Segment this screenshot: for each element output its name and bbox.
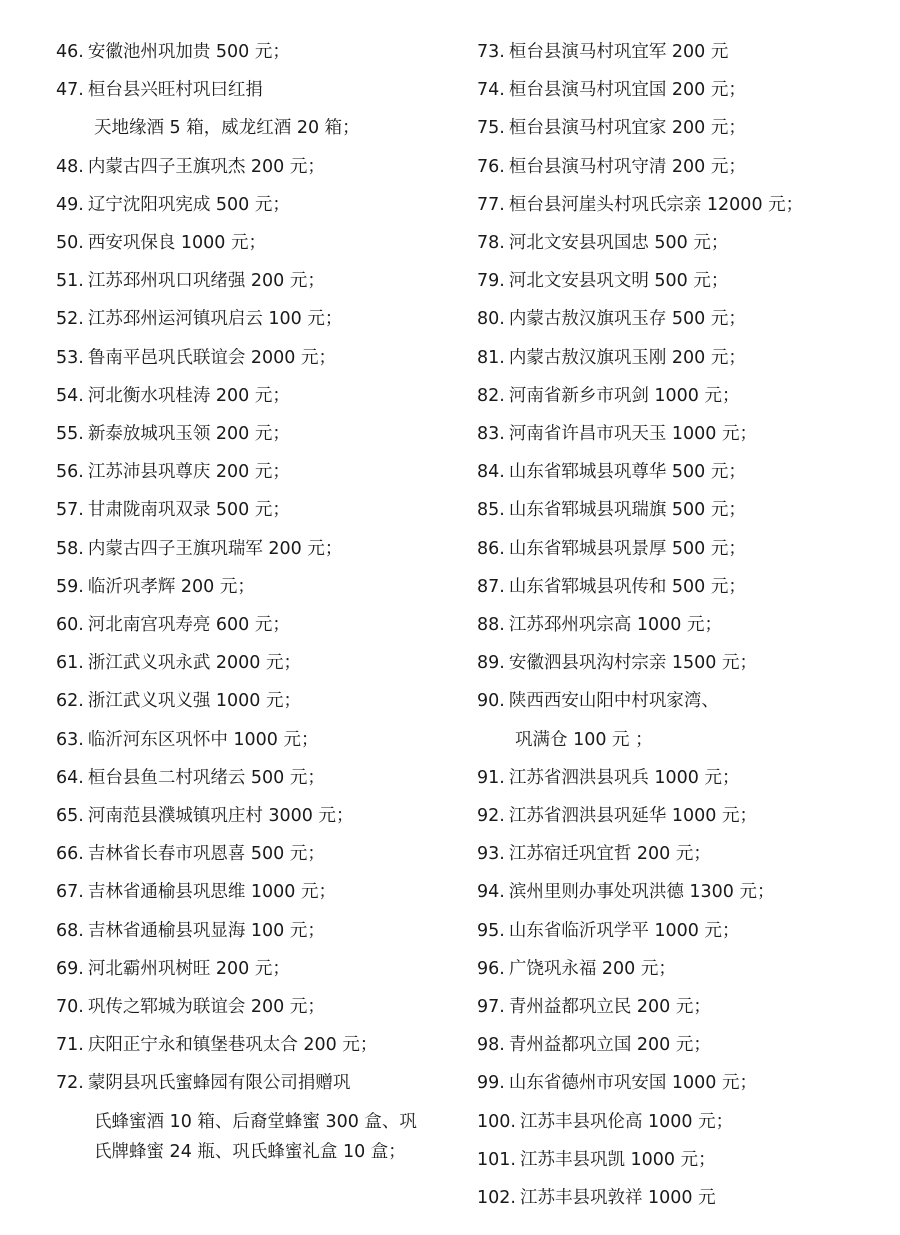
entry-text: 安徽池州巩加贵 500 元； <box>87 42 290 62</box>
entry-number: 81. <box>477 347 505 368</box>
donation-entry <box>56 759 436 797</box>
donation-entry <box>477 71 892 109</box>
donation-entry <box>477 530 892 568</box>
donation-entry <box>56 148 436 186</box>
donation-entry <box>477 797 892 835</box>
entry-text: 河南省许昌市巩天玉 1000 元； <box>508 424 758 445</box>
entry-number: 86. <box>477 538 505 559</box>
entry-text: 山东省郓城县巩尊华 500 元； <box>508 462 746 483</box>
entry-number: 101. <box>477 1149 516 1170</box>
donation-entry <box>477 109 892 147</box>
entry-number: 97. <box>477 997 505 1018</box>
entry-text: 河北衡水巩桂涛 200 元； <box>87 385 290 406</box>
entry-number: 74. <box>477 80 505 101</box>
donation-entry <box>56 568 436 606</box>
donation-entry <box>477 682 892 720</box>
donation-entry <box>477 262 892 300</box>
entry-text: 广饶巩永福 200 元； <box>508 958 676 979</box>
donation-entry <box>477 339 892 377</box>
donation-entry <box>56 682 436 720</box>
donation-entry <box>477 835 892 873</box>
entry-text: 吉林省长春市巩恩喜 500 元； <box>87 844 325 865</box>
entry-text: 桓台县演马村巩宜国 200 元； <box>508 80 746 101</box>
donation-entry <box>477 415 892 453</box>
entry-text: 江苏邳州运河镇巩启云 100 元； <box>87 309 343 330</box>
entry-text: 江苏邳州巩口巩绪强 200 元； <box>87 271 325 292</box>
donation-entry <box>56 262 436 300</box>
entry-text: 临沂河东区巩怀中 1000 元； <box>87 729 319 750</box>
donation-entry <box>477 988 892 1026</box>
entry-text: 内蒙古敖汉旗巩玉刚 200 元； <box>508 347 746 368</box>
entry-number: 58. <box>56 538 84 559</box>
donation-entry <box>477 186 892 224</box>
donation-entry <box>477 950 892 988</box>
entry-text: 桓台县兴旺村巩曰红捐 <box>87 80 263 101</box>
entry-number: 79. <box>477 271 505 292</box>
entry-number: 54. <box>56 385 84 406</box>
donation-entry <box>477 491 892 529</box>
donation-entry <box>477 606 892 644</box>
entry-number: 52. <box>56 309 84 330</box>
entry-text: 江苏沛县巩尊庆 200 元； <box>87 462 290 483</box>
entry-continuation: 氏蜂蜜酒 10 箱、后裔堂蜂蜜 300 盒、巩氏牌蜂蜜 24 瓶、巩氏蜂蜜礼盒 10 盒； <box>94 1111 417 1162</box>
entry-number: 61. <box>56 653 84 674</box>
entry-number: 65. <box>56 806 84 827</box>
entry-continuation: 巩满仓 100 元 ； <box>515 729 653 750</box>
entry-text: 桓台县演马村巩守清 200 元； <box>508 156 746 177</box>
entry-text: 蒙阴县巩氏蜜蜂园有限公司捐赠巩 <box>87 1073 351 1094</box>
donation-entry <box>56 453 436 491</box>
entry-text: 河南范县濮城镇巩庄村 3000 元； <box>87 806 354 827</box>
donation-entry <box>56 1026 436 1064</box>
entry-number: 76. <box>477 156 505 177</box>
entry-text: 辽宁沈阳巩宪成 500 元； <box>87 194 290 215</box>
entry-text: 吉林省通榆县巩显海 100 元； <box>87 920 325 941</box>
entry-number: 47. <box>56 80 84 101</box>
entry-number: 100. <box>477 1111 516 1132</box>
entry-text: 河北南宫巩寿亮 600 元； <box>87 615 290 636</box>
entry-text: 河南省新乡市巩剑 1000 元； <box>508 385 740 406</box>
entry-number: 78. <box>477 233 505 254</box>
donation-entry <box>477 644 892 682</box>
donation-entry <box>56 950 436 988</box>
entry-text: 河北霸州巩树旺 200 元； <box>87 958 290 979</box>
donation-entry <box>477 568 892 606</box>
entry-number: 73. <box>477 42 505 62</box>
entry-text: 滨州里则办事处巩洪德 1300 元； <box>508 882 775 903</box>
entry-continuation: 天地缘酒 5 箱，威龙红酒 20 箱； <box>94 118 360 139</box>
entry-number: 50. <box>56 233 84 254</box>
donation-entry <box>56 835 436 873</box>
entry-number: 63. <box>56 729 84 750</box>
donation-entry <box>56 606 436 644</box>
entry-number: 96. <box>477 958 505 979</box>
entry-text: 巩传之郓城为联谊会 200 元； <box>87 997 325 1018</box>
entry-text: 青州益都巩立国 200 元； <box>508 1035 711 1056</box>
entry-text: 山东省德州市巩安国 1000 元； <box>508 1073 758 1094</box>
entry-text: 内蒙古敖汉旗巩玉存 500 元； <box>508 309 746 330</box>
entry-text: 临沂巩孝辉 200 元； <box>87 576 255 597</box>
entry-text: 吉林省通榆县巩思维 1000 元； <box>87 882 337 903</box>
donation-entry <box>56 377 436 415</box>
donation-entry <box>477 912 892 950</box>
entry-number: 88. <box>477 615 505 636</box>
donation-entry <box>56 339 436 377</box>
entry-text: 江苏丰县巩凯 1000 元； <box>519 1149 716 1170</box>
entry-text: 内蒙古四子王旗巩瑞军 200 元； <box>87 538 343 559</box>
entry-text: 河北文安县巩国忠 500 元； <box>508 233 729 254</box>
entry-number: 57. <box>56 500 84 521</box>
entry-number: 66. <box>56 844 84 865</box>
entry-number: 68. <box>56 920 84 941</box>
donation-entry <box>56 988 436 1026</box>
entry-number: 55. <box>56 424 84 445</box>
entry-text: 山东省郓城县巩瑞旗 500 元； <box>508 500 746 521</box>
entry-number: 49. <box>56 194 84 215</box>
donation-entry <box>56 644 436 682</box>
entry-text: 桓台县鱼二村巩绪云 500 元； <box>87 767 325 788</box>
entry-number: 48. <box>56 156 84 177</box>
entry-number: 91. <box>477 767 505 788</box>
entry-number: 92. <box>477 806 505 827</box>
entry-number: 75. <box>477 118 505 139</box>
entry-text: 新泰放城巩玉领 200 元； <box>87 424 290 445</box>
entry-number: 59. <box>56 576 84 597</box>
entry-number: 99. <box>477 1073 505 1094</box>
entry-number: 70. <box>56 997 84 1018</box>
entry-number: 71. <box>56 1035 84 1056</box>
donation-entry <box>477 33 892 71</box>
donation-entry <box>477 300 892 338</box>
donation-entry <box>56 721 436 759</box>
donation-entry <box>56 530 436 568</box>
entry-number: 60. <box>56 615 84 636</box>
entry-number: 53. <box>56 347 84 368</box>
entry-text: 浙江武义巩义强 1000 元； <box>87 691 302 712</box>
entry-text: 江苏丰县巩敦祥 1000 元 <box>519 1188 716 1209</box>
donation-entry <box>56 415 436 453</box>
entry-number: 82. <box>477 385 505 406</box>
entry-number: 84. <box>477 462 505 483</box>
donation-entry <box>56 224 436 262</box>
entry-text: 西安巩保良 1000 元； <box>87 233 267 254</box>
entry-number: 89. <box>477 653 505 674</box>
entry-number: 83. <box>477 424 505 445</box>
entry-number: 72. <box>56 1073 84 1094</box>
donation-entry <box>56 491 436 529</box>
donation-entry <box>56 873 436 911</box>
entry-text: 江苏宿迁巩宜哲 200 元； <box>508 844 711 865</box>
donation-entry <box>477 1141 892 1179</box>
donation-entry <box>56 186 436 224</box>
donation-entry <box>477 224 892 262</box>
entry-number: 51. <box>56 271 84 292</box>
entry-number: 93. <box>477 844 505 865</box>
right-column <box>477 33 892 1217</box>
donation-entry <box>477 759 892 797</box>
entry-text: 桓台县河崖头村巩氏宗亲 12000 元； <box>508 194 804 215</box>
entry-number: 102. <box>477 1188 516 1209</box>
entry-text: 江苏丰县巩伦高 1000 元； <box>519 1111 734 1132</box>
entry-text: 安徽泗县巩沟村宗亲 1500 元； <box>508 653 758 674</box>
left-column <box>56 33 436 1167</box>
entry-number: 56. <box>56 462 84 483</box>
entry-number: 98. <box>477 1035 505 1056</box>
entry-number: 64. <box>56 767 84 788</box>
donation-entry <box>477 1103 892 1141</box>
entry-text: 山东省临沂巩学平 1000 元； <box>508 920 740 941</box>
entry-number: 90. <box>477 691 505 712</box>
donation-entry <box>56 797 436 835</box>
donation-entry <box>477 453 892 491</box>
donation-entry <box>56 1064 436 1102</box>
entry-text: 庆阳正宁永和镇堡巷巩太合 200 元； <box>87 1035 378 1056</box>
entry-text: 鲁南平邑巩氏联谊会 2000 元； <box>87 347 337 368</box>
entry-number: 67. <box>56 882 84 903</box>
donation-entry <box>477 1064 892 1102</box>
entry-number: 87. <box>477 576 505 597</box>
donation-entry <box>477 1179 892 1217</box>
entry-text: 江苏省泗洪县巩延华 1000 元； <box>508 806 758 827</box>
donation-entry <box>56 912 436 950</box>
donation-entry <box>56 33 436 71</box>
entry-number: 95. <box>477 920 505 941</box>
entry-text: 陕西西安山阳中村巩家湾、 <box>508 691 719 712</box>
entry-number: 62. <box>56 691 84 712</box>
entry-text: 青州益都巩立民 200 元； <box>508 997 711 1018</box>
entry-text: 桓台县演马村巩宜军 200 元 <box>508 42 729 62</box>
donation-entry <box>477 377 892 415</box>
entry-text: 浙江武义巩永武 2000 元； <box>87 653 302 674</box>
donation-entry <box>56 71 436 109</box>
entry-text: 山东省郓城县巩景厚 500 元； <box>508 538 746 559</box>
entry-text: 桓台县演马村巩宜家 200 元； <box>508 118 746 139</box>
entry-text: 河北文安县巩文明 500 元； <box>508 271 729 292</box>
entry-text: 山东省郓城县巩传和 500 元； <box>508 576 746 597</box>
entry-number: 77. <box>477 194 505 215</box>
entry-number: 46. <box>56 42 84 62</box>
entry-text: 甘肃陇南巩双录 500 元； <box>87 500 290 521</box>
donation-entry <box>477 1026 892 1064</box>
entry-number: 85. <box>477 500 505 521</box>
donation-entry <box>477 148 892 186</box>
entry-number: 94. <box>477 882 505 903</box>
entry-text: 内蒙古四子王旗巩杰 200 元； <box>87 156 325 177</box>
entry-number: 80. <box>477 309 505 330</box>
entry-text: 江苏邳州巩宗高 1000 元； <box>508 615 723 636</box>
entry-number: 69. <box>56 958 84 979</box>
donation-entry <box>477 873 892 911</box>
entry-text: 江苏省泗洪县巩兵 1000 元； <box>508 767 740 788</box>
donation-entry <box>56 300 436 338</box>
